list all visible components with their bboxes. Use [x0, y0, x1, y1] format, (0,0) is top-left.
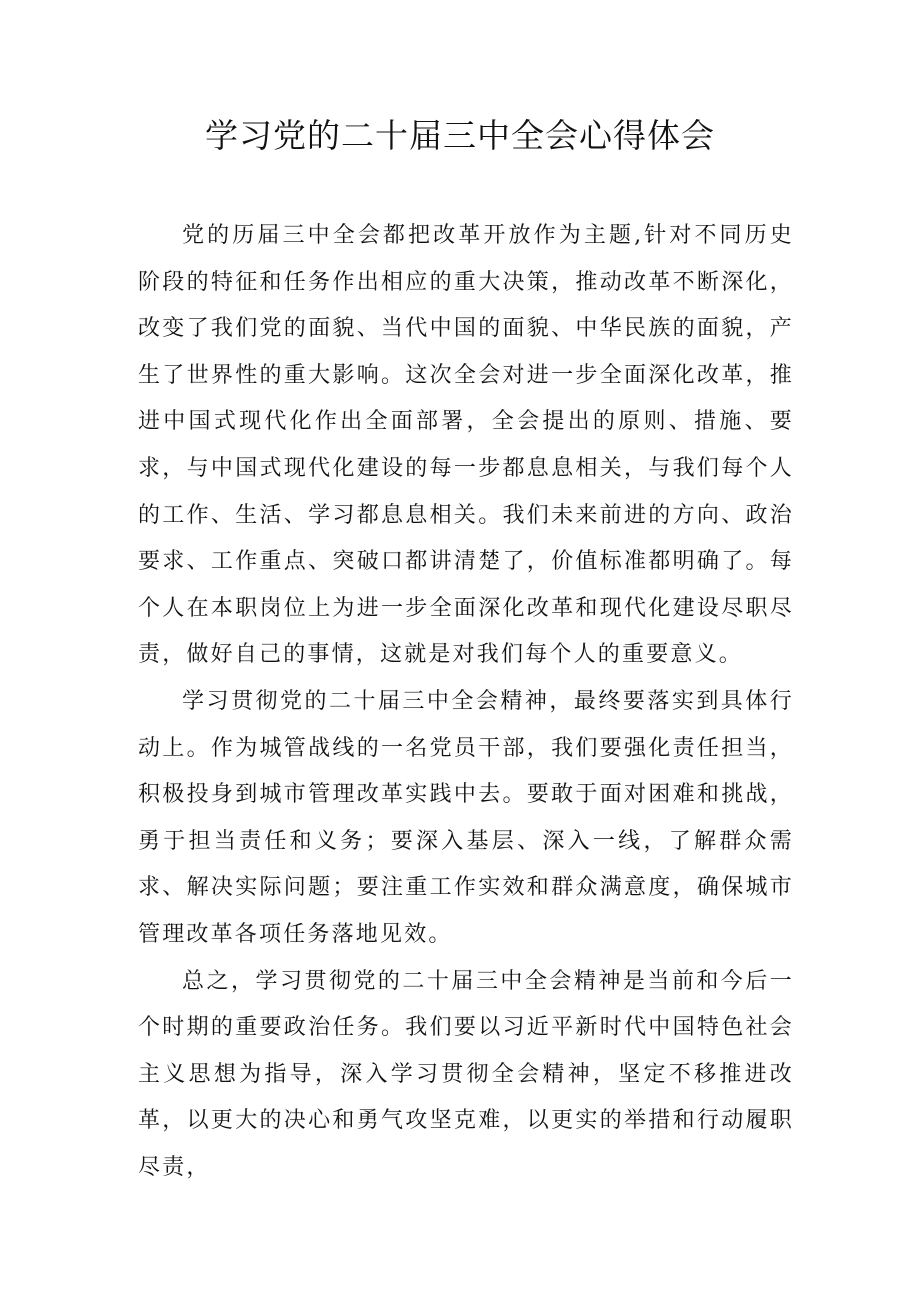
document-body — [138, 213, 794, 1191]
document-title: 学习党的二十届三中全会心得体会 — [205, 116, 715, 155]
paragraph-1: 党的历届三中全会都把改革开放作为主题,针对不同历史阶段的特征和任务作出相应的重大决策，推动改革不断深化，改变了我们党的面貌、当代中国的面貌、中华民族的面貌，产生了世界性的重大影响。这次全会对进一步全面深化改革，推进中国式现代化作出全面部署，全会提出的原则、措施、要求，与中国式现代化建设的每一步都息息相关，与我们每个人的工作、生活、学习都息息相关。我们未来前进的方向、政治要求、工作重点、突破口都讲清楚了，价值标准都明确了。每个人在本职岗位上为进一步全面深化改革和现代化建设尽职尽责，做好自己的事情，这就是对我们每个人的重要意义。 — [138, 223, 794, 668]
paragraph-2: 学习贯彻党的二十届三中全会精神，最终要落实到具体行动上。作为城管战线的一名党员干部，我们要强化责任担当，积极投身到城市管理改革实践中去。要敢于面对困难和挑战，勇于担当责任和义务；要深入基层、深入一线，了解群众需求、解决实际问题；要注重工作实效和群众满意度，确保城市管理改革各项任务落地见效。 — [138, 688, 794, 947]
paragraph-3: 总之，学习贯彻党的二十届三中全会精神是当前和今后一个时期的重要政治任务。我们要以习近平新时代中国特色社会主义思想为指导，深入学习贯彻全会精神，坚定不移推进改革，以更大的决心和勇气攻坚克难，以更实的举措和行动履职尽责， — [138, 968, 794, 1180]
